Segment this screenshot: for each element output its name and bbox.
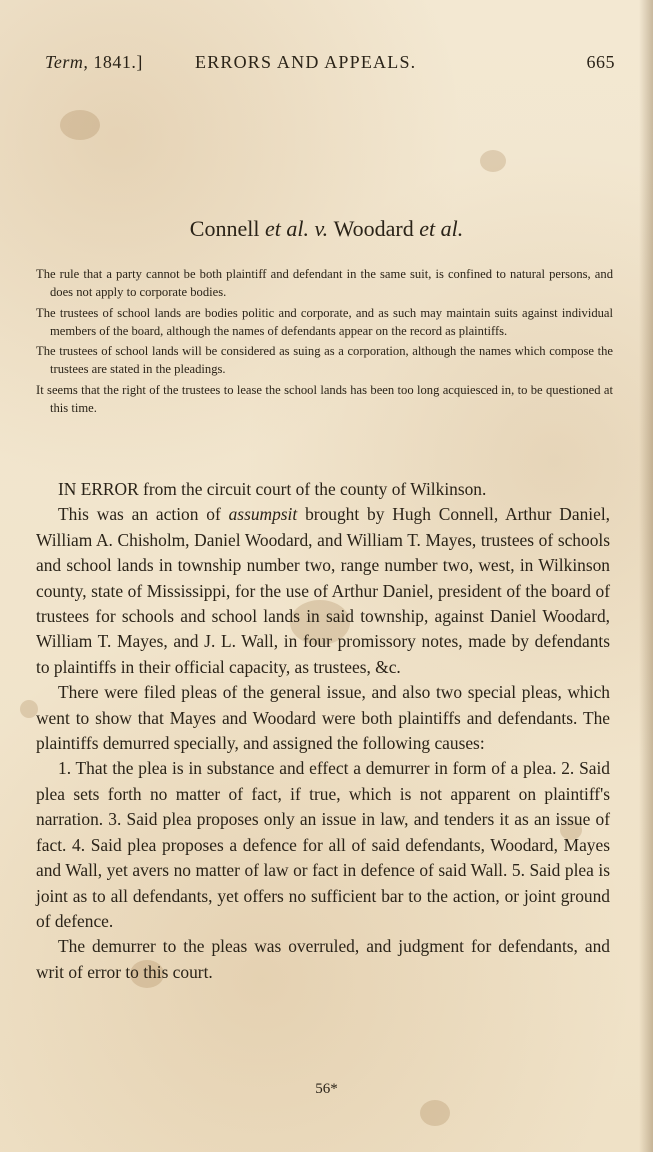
et-al: et al. <box>264 216 309 241</box>
paragraph-pleas: There were filed pleas of the general issue, and also two special pleas, which went to show that Mayes and Woodard were both plaintiffs and defendants. The plaintiffs demurred specially, and assigned the following causes: <box>36 682 610 754</box>
case-plaintiff: Connell <box>189 216 265 241</box>
foxing-spot <box>60 110 100 140</box>
page-edge-shadow <box>639 0 653 1152</box>
headnote: The rule that a party cannot be both plaintiff and defendant in the same suit, is confined to natural persons, and does not apply to corporate bodies. <box>36 267 613 300</box>
case-defendant: Woodard <box>333 216 420 241</box>
headnote: It seems that the right of the trustees to lease the school lands has been too long acquiesced in, to be questioned at this time. <box>36 382 613 416</box>
page-number: 665 <box>586 52 615 72</box>
foxing-spot <box>480 150 506 172</box>
headnote: The trustees of school lands will be considered as suing as a corporation, although the names which compose the trustees are stated in the pleadings. <box>36 344 613 377</box>
headnote: The trustees of school lands are bodies politic and corporate, and as such may maintain suits against individual members of the board, although the names of defendants appear on the record as plaintiffs. <box>36 305 613 338</box>
foxing-spot <box>420 1100 450 1126</box>
paragraph-causes: 1. That the plea is in substance and effect a demurrer in form of a plea. 2. Said plea sets forth no matter of fact, if true, which is not apparent on plaintiff's narration. 3. Said plea proposes only an issue in law, and tenders it as an issue of fact. 4. Said plea proposes a defence for all of said defendants, Woodard, Mayes and Wall, yet avers no matter of law or fact in defence of said Wall. 5. Said plea is joint as to all defendants, yet offers no sufficient bar to the action, or joint ground of defence. <box>36 758 610 931</box>
header-term: Term, 1841.] <box>45 52 143 72</box>
signature-mark: 56* <box>315 1081 338 1097</box>
paragraph-in-error: IN ERROR from the circuit court of the county of Wilkinson. <box>58 479 487 499</box>
case-title <box>0 216 653 242</box>
et-al: et al. <box>419 216 464 241</box>
versus: v. <box>308 216 334 241</box>
headnotes <box>36 265 613 419</box>
header-section-title: ERRORS AND APPEALS. <box>195 52 417 72</box>
paragraph-judgment: The demurrer to the pleas was overruled, and judgment for defendants, and writ of error to this court. <box>36 936 610 982</box>
paragraph-action: This was an action of assumpsit brought by Hugh Connell, Arthur Daniel, William A. Chisholm, Daniel Woodard, and William T. Mayes, trustees of schools and school lands in township number two, range number two, west, in Wilkinson county, state of Mississippi, for the use of Arthur Daniel, president of the board of trustees for schools and school lands in said township, against Daniel Woodard, William T. Mayes, and J. L. Wall, in four promissory notes, made by defendants to plaintiffs in their official capacity, as trustees, &c. <box>36 504 610 677</box>
opinion-body <box>36 477 610 985</box>
running-header <box>45 52 615 78</box>
